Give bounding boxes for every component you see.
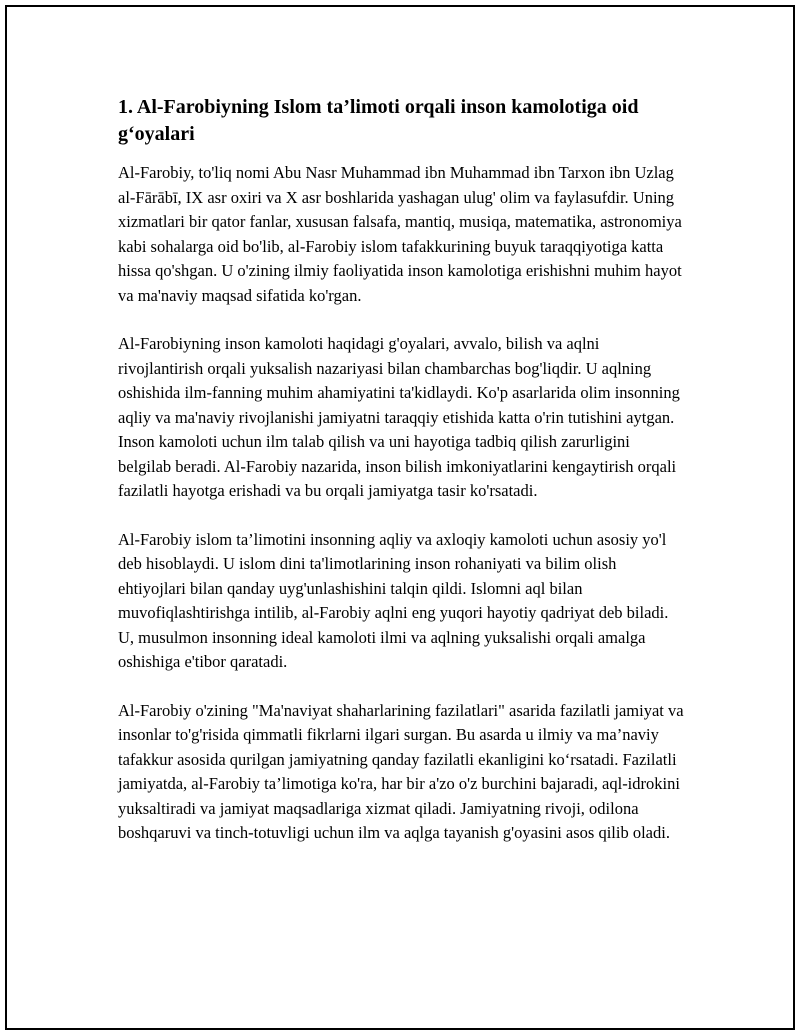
document-body (118, 94, 684, 870)
section-heading: 1. Al-Farobiyning Islom ta’limoti orqali inson kamolotiga oid g‘oyalari (118, 96, 639, 145)
paragraph-2: Al-Farobiyning inson kamoloti haqidagi g'oyalari, avvalo, bilish va aqlni rivojlantirish orqali yuksalish nazariyasi bilan chambarchas bog'liqdir. U aqlning oshishida ilm-fanning muhim ahamiyatini ta'kidlaydi. Ko'p asarlarida olim insonning aqliy va ma'naviy rivojlanishi jamiyatni taraqqiy etishida katta o'rin tutishini aytgan. Inson kamoloti uchun ilm talab qilish va uni hayotiga tadbiq qilish zarurligini belgilab beradi. Al-Farobiy nazarida, inson bilish imkoniyatlarini kengaytirish orqali fazilatli hayotga erishadi va bu orqali jamiyatga tasir ko'rsatadi. (118, 334, 680, 500)
paragraph-1: Al-Farobiy, to'liq nomi Abu Nasr Muhammad ibn Muhammad ibn Tarxon ibn Uzlag al-Fārābī, IX asr oxiri va X asr boshlarida yashagan ulug' olim va faylasufdir. Uning xizmatlari bir qator fanlar, xususan falsafa, mantiq, musiqa, matematika, astronomiya kabi sohalarga oid bo'lib, al-Farobiy islom tafakkurining buyuk taraqqiyotiga katta hissa qo'shgan. U o'zining ilmiy faoliyatida inson kamolotiga erishishni muhim hayot va ma'naviy maqsad sifatida ko'rgan. (118, 163, 682, 305)
paragraph-3: Al-Farobiy islom ta’limotini insonning aqliy va axloqiy kamoloti uchun asosiy yo'l deb hisoblaydi. U islom dini ta'limotlarining inson rohaniyati va bilim olish ehtiyojlari bilan qanday uyg'unlashishini talqin qildi. Islomni aql bilan muvofiqlashtirishga intilib, al-Farobiy aqlni eng yuqori hayotiy qadriyat deb biladi. U, musulmon insonning ideal kamoloti ilmi va aqlning yuksalishi orqali amalga oshishiga e'tibor qaratadi. (118, 529, 669, 671)
paragraph-4: Al-Farobiy o'zining "Ma'naviyat shaharlarining fazilatlari" asarida fazilatli jamiyat va insonlar to'g'risida qimmatli fikrlarni ilgari surgan. Bu asarda u ilmiy va ma’naviy tafakkur asosida qurilgan jamiyatning qanday fazilatli ekanligini ko‘rsatadi. Fazilatli jamiyatda, al-Farobiy ta’limotiga ko'ra, har bir a'zo o'z burchini bajaradi, aql-idrokini yuksaltiradi va jamiyat maqsadlariga xizmat qiladi. Jamiyatning rivoji, odilona boshqaruvi va tinch-totuvligi uchun ilm va aqlga tayanish g'oyasini asos qilib oladi. (118, 700, 684, 842)
